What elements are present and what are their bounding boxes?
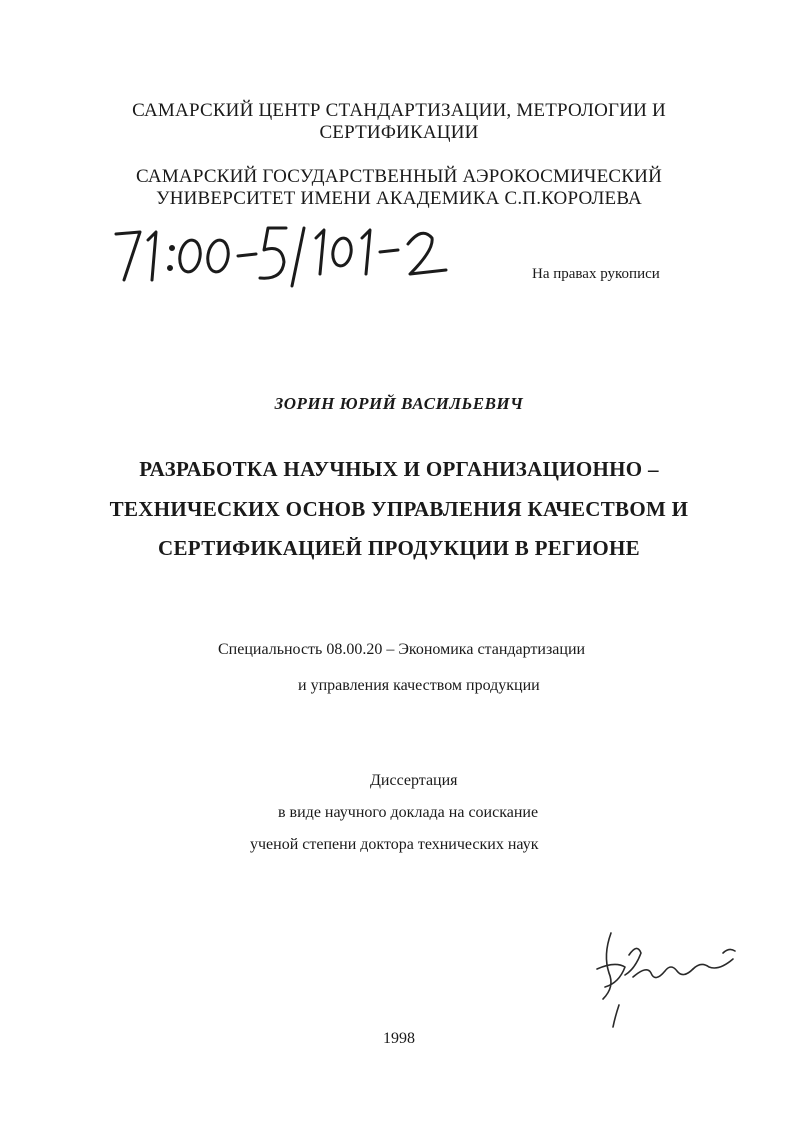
title-line3: СЕРТИФИКАЦИЕЙ ПРОДУКЦИИ В РЕГИОНЕ (158, 536, 640, 560)
rights-note: На правах рукописи (532, 266, 660, 282)
title-line2: ТЕХНИЧЕСКИХ ОСНОВ УПРАВЛЕНИЯ КАЧЕСТВОМ И (109, 497, 689, 521)
dissertation-line2: в виде научного доклада на соискание (278, 804, 539, 821)
signature (585, 925, 745, 1035)
org2-line2: УНИВЕРСИТЕТ ИМЕНИ АКАДЕМИКА С.П.КОРОЛЕВА (156, 188, 642, 209)
dissertation-line3: ученой степени доктора технических наук (250, 836, 539, 853)
org2-line1: САМАРСКИЙ ГОСУДАРСТВЕННЫЙ АЭРОКОСМИЧЕСКИЙ (135, 166, 663, 187)
org1-line1: САМАРСКИЙ ЦЕНТР СТАНДАРТИЗАЦИИ, МЕТРОЛОГИИ И (132, 100, 666, 121)
dissertation-line1: Диссертация (370, 772, 458, 789)
handwritten-catalog-number (110, 222, 480, 288)
year: 1998 (383, 1030, 415, 1047)
title-line1: РАЗРАБОТКА НАУЧНЫХ И ОРГАНИЗАЦИОННО – (139, 457, 659, 481)
org1-line2: СЕРТИФИКАЦИИ (319, 122, 479, 143)
author-name: ЗОРИН ЮРИЙ ВАСИЛЬЕВИЧ (274, 394, 524, 413)
specialty-line2: и управления качеством продукции (298, 677, 540, 694)
specialty-line1: Специальность 08.00.20 – Экономика стандартизации (218, 641, 586, 658)
